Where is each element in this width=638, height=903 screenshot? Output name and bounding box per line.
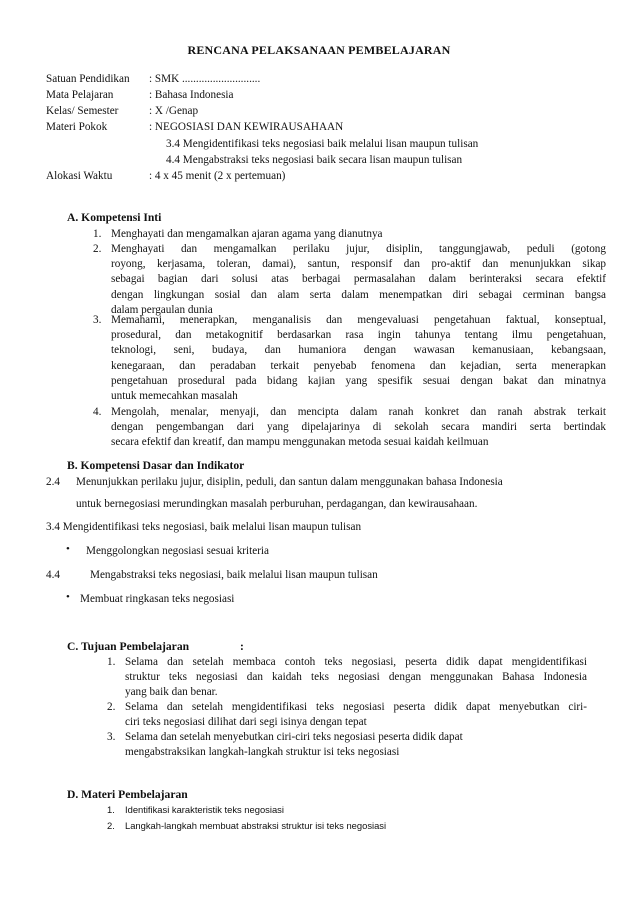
identity-value: : NEGOSIASI DAN KEWIRAUSAHAAN bbox=[149, 121, 344, 133]
list-item-line: struktur teks negosiasi dan kaidah teks negosiasi dengan menggunakan Bahasa Indonesia bbox=[125, 671, 587, 684]
list-number: 3. bbox=[107, 731, 116, 743]
list-item-line: Selama dan setelah menyebutkan ciri-ciri teks negosiasi peserta didik dapat bbox=[125, 731, 463, 743]
section-heading: A. Kompetensi Inti bbox=[67, 211, 162, 224]
kd-text: 3.4 Mengidentifikasi teks negosiasi, baik melalui lisan maupun tulisan bbox=[46, 521, 362, 533]
indicator-text: Menggolongkan negosiasi sesuai kriteria bbox=[86, 545, 269, 557]
list-item-line: Menghayati dan mengamalkan ajaran agama yang dianutnya bbox=[111, 228, 383, 240]
list-item bbox=[111, 227, 606, 242]
list-item-line: Memahami, menerapkan, menganalisis dan mengevaluasi pengetahuan faktual, konseptual, bbox=[111, 314, 606, 326]
bullet-icon: • bbox=[66, 543, 70, 555]
section-heading: D. Materi Pembelajaran bbox=[67, 788, 188, 801]
list-item-line: mengabstraksikan langkah-langkah struktur isi teks negosiasi bbox=[125, 746, 400, 759]
identity-value: : X /Genap bbox=[149, 105, 199, 117]
list-item-line: Menghayati dan mengamalkan perilaku jujur, disiplin, tanggungjawab, peduli (gotong bbox=[111, 243, 606, 255]
list-item bbox=[111, 313, 606, 404]
section-heading: C. Tujuan Pembelajaran bbox=[67, 640, 190, 653]
list-item-line: pengetahuan prosedural pada bidang kajian yang spesifik sesuai dengan bakat dan minatnya bbox=[111, 374, 606, 387]
kd-text: untuk bernegosiasi merundingkan masalah perburuhan, perdagangan, dan kewirausahaan. bbox=[76, 498, 478, 510]
list-number: 3. bbox=[93, 314, 102, 326]
list-item-line: ciri teks negosiasi dilihat dari segi isinya dengan tepat bbox=[125, 716, 367, 729]
list-item bbox=[125, 730, 587, 760]
list-number: 2. bbox=[107, 820, 115, 831]
list-item-line: yang baik dan benar. bbox=[125, 686, 218, 699]
section-heading-colon: : bbox=[240, 640, 244, 653]
kd-text: Menunjukkan perilaku jujur, disiplin, peduli, dan santun dalam menggunakan bahasa Indonesia bbox=[76, 476, 503, 488]
list-item-line: untuk memecahkan masalah bbox=[111, 390, 238, 403]
list-item-line: sebagai bagian dari solusi atas berbagai permasalahan dalam berinteraksi secara efektif bbox=[111, 273, 606, 286]
identity-value: : SMK ............................ bbox=[149, 73, 261, 85]
list-number: 1. bbox=[107, 804, 115, 815]
list-number: 1. bbox=[107, 656, 116, 668]
section-heading: B. Kompetensi Dasar dan Indikator bbox=[67, 459, 245, 472]
identity-value: 4.4 Mengabstraksi teks negosiasi baik secara lisan maupun tulisan bbox=[166, 154, 463, 166]
kd-number: 4.4 bbox=[46, 569, 60, 581]
identity-label: Materi Pokok bbox=[46, 121, 108, 133]
kd-text: Mengabstraksi teks negosiasi, baik melalui lisan maupun tulisan bbox=[90, 569, 378, 581]
list-item-line: prosedural, dan metakognitif berdasarkan rasa ingin tahunya tentang ilmu pengetahuan, bbox=[111, 329, 606, 342]
indicator-text: Membuat ringkasan teks negosiasi bbox=[80, 593, 235, 605]
page-title: RENCANA PELAKSANAAN PEMBELAJARAN bbox=[187, 43, 451, 57]
list-item-line: kenegaraan, dan peradaban terkait penyebab fenomena dan kejadian, serta menerapkan bbox=[111, 359, 606, 372]
list-item bbox=[125, 700, 587, 730]
bullet-icon: • bbox=[66, 591, 70, 603]
list-item-line: secara efektif dan kreatif, dan mampu menggunakan metoda sesuai kaidah keilmuan bbox=[111, 436, 489, 449]
list-item-line: royong, kerjasama, toleran, damai), santun, responsif dan pro-aktif dan menunjukkan sikap bbox=[111, 258, 606, 271]
list-number: 2. bbox=[93, 243, 102, 255]
identity-value: : Bahasa Indonesia bbox=[149, 89, 234, 101]
list-item: Identifikasi karakteristik teks negosiasi bbox=[125, 804, 284, 815]
list-item-line: teknologi, seni, budaya, dan humaniora dengan wawasan kemanusiaan, kebangsaan, bbox=[111, 344, 606, 357]
identity-value: : 4 x 45 menit (2 x pertemuan) bbox=[149, 170, 286, 182]
list-number: 2. bbox=[107, 701, 116, 713]
list-item-line: Selama dan setelah mengidentifikasi teks negosiasi peserta didik dapat menyebutkan ciri- bbox=[125, 701, 587, 713]
list-number: 1. bbox=[93, 228, 102, 240]
list-item-line: dengan lingkungan sosial dan alam serta dalam menempatkan diri sebagai cerminan bangsa bbox=[111, 288, 606, 301]
list-item: Langkah-langkah membuat abstraksi struktur isi teks negosiasi bbox=[125, 820, 387, 831]
list-item-line: dengan pengembangan dari yang dipelajarinya di sekolah secara mandiri serta bertindak bbox=[111, 421, 606, 434]
list-item-line: Mengolah, menalar, menyaji, dan mencipta dalam ranah konkret dan ranah abstrak terkait bbox=[111, 406, 606, 418]
list-item-line: Selama dan setelah membaca contoh teks negosiasi, peserta didik dapat mengidentifikasi bbox=[125, 656, 587, 668]
list-item bbox=[111, 405, 606, 451]
list-item bbox=[111, 242, 606, 318]
identity-label: Satuan Pendidikan bbox=[46, 73, 130, 85]
list-number: 4. bbox=[93, 406, 102, 418]
kd-number: 2.4 bbox=[46, 476, 60, 488]
identity-label: Mata Pelajaran bbox=[46, 89, 114, 101]
identity-label: Alokasi Waktu bbox=[46, 170, 113, 182]
list-item bbox=[125, 655, 587, 701]
identity-value: 3.4 Mengidentifikasi teks negosiasi baik melalui lisan maupun tulisan bbox=[166, 138, 479, 150]
identity-label: Kelas/ Semester bbox=[46, 105, 119, 117]
list-item-line: dalam pergaulan dunia bbox=[111, 303, 213, 316]
